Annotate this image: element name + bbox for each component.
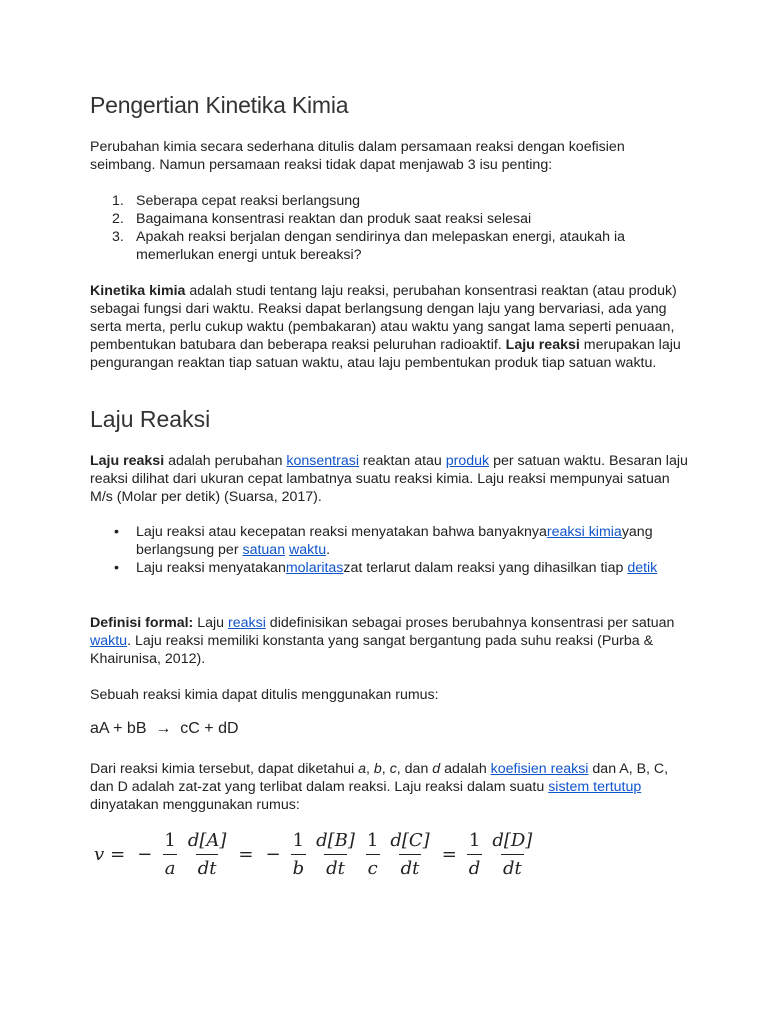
fraction-denominator: a [163, 854, 178, 879]
formula-minus: − [137, 844, 153, 865]
paragraph-text: Laju [193, 615, 228, 631]
coefficient-c: c [389, 761, 397, 777]
section-heading-laju-reaksi: Laju Reaksi [90, 406, 211, 432]
rumus-intro: Sebuah reaksi kimia dapat ditulis menggunakan rumus: [90, 687, 439, 703]
list-marker: 3. [112, 229, 124, 245]
fraction-numerator: d[D] [492, 830, 533, 851]
issues-list [112, 192, 672, 264]
paragraph-text: Dari reaksi kimia tersebut, dapat diketahui [90, 761, 359, 777]
paragraph-text: , [366, 761, 374, 777]
list-marker: 1. [112, 193, 124, 209]
link-molaritas[interactable]: molaritas [285, 560, 344, 576]
term-definisi-formal: Definisi formal: [90, 615, 194, 631]
link-detik[interactable]: detik [627, 560, 658, 576]
list-item-text: Bagaimana konsentrasi reaktan dan produk saat reaksi selesai [136, 211, 532, 227]
laju-paragraph [90, 452, 690, 506]
list-item-text: Laju reaksi menyatakan [136, 560, 286, 576]
link-sistem-tertutup[interactable]: sistem tertutup [548, 779, 642, 795]
list-item-text: Apakah reaksi berjalan dengan sendirinya dan melepaskan energi, ataukah ia memerlukan energi untuk bereaksi? [136, 229, 626, 263]
dari-paragraph [90, 760, 690, 814]
fraction-denominator: dt [324, 854, 347, 879]
fraction-numerator: 1 [366, 830, 379, 851]
fraction-numerator: d[A] [187, 830, 227, 851]
fraction-numerator: 1 [292, 830, 305, 851]
term-laju-reaksi: Laju reaksi [90, 453, 165, 469]
fraction-denominator: d [467, 854, 483, 879]
paragraph-text: per satuan waktu. Besaran laju reaksi dilihat dari ukuran cepat lambatnya suatu reaksi kimia. Laju reaksi mempunyai satuan M/s (Molar per detik) (Suarsa, 2017). [90, 453, 688, 505]
formula-minus: − [265, 844, 281, 865]
paragraph-text: merupakan laju pengurangan reaktan tiap satuan waktu, atau laju pembentukan produk tiap satuan waktu. [90, 337, 681, 371]
paragraph-text: dinyatakan menggunakan rumus: [90, 797, 300, 813]
fraction-denominator: dt [501, 854, 524, 879]
list-item-text: yang berlangsung per [136, 524, 653, 558]
fraction-numerator: 1 [468, 830, 481, 851]
reaction-equation: aA + bB → cC + dD [90, 720, 239, 737]
link-satuan[interactable]: satuan [242, 542, 286, 558]
fraction-numerator: d[B] [316, 830, 355, 851]
term-laju-reaksi: Laju reaksi [505, 337, 580, 353]
link-konsentrasi[interactable]: konsentrasi [286, 453, 359, 469]
list-item [112, 228, 672, 264]
formula-v: v [94, 844, 105, 865]
fraction-1-over-d [467, 830, 483, 879]
paragraph-text: , [381, 761, 390, 777]
formula-equals: = [441, 844, 457, 865]
bullet-marker: • [114, 524, 119, 540]
paragraph-text: dan A, B, C, dan D adalah zat-zat yang terlibat dalam reaksi. Laju reaksi dalam suatu [90, 761, 669, 795]
fraction-dB-dt [314, 830, 357, 879]
coefficient-a: a [358, 761, 367, 777]
fraction-dC-dt [388, 830, 431, 879]
list-item-text: Laju reaksi atau kecepatan reaksi menyatakan bahwa banyaknya [136, 524, 547, 540]
link-waktu[interactable]: waktu [90, 633, 128, 649]
paragraph-text: , dan [396, 761, 433, 777]
list-item [112, 210, 672, 228]
list-item-text: Seberapa cepat reaksi berlangsung [136, 193, 361, 209]
paragraph-text: reaktan atau [358, 453, 446, 469]
fraction-1-over-a [162, 830, 177, 879]
page-title: Pengertian Kinetika Kimia [90, 92, 349, 118]
fraction-denominator: b [291, 854, 307, 879]
fraction-numerator: 1 [164, 830, 176, 851]
rate-formula [94, 830, 538, 879]
fraction-denominator: dt [399, 854, 422, 879]
paragraph-text: adalah studi tentang laju reaksi, perubahan konsentrasi reaktan (atau produk) sebagai fungsi dari waktu. Reaksi dapat berlangsung dengan laju yang bervariasi, ada yang serta merta, perlu cukup waktu (pembakaran) atau waktu yang sangat lama seperti penuaan, pembentukan batubara dan beberapa reaksi peluruhan radioaktif. [90, 283, 677, 353]
coefficient-d: d [432, 761, 441, 777]
fraction-dD-dt [490, 830, 534, 879]
paragraph-text: didefinisikan sebagai proses berubahnya konsentrasi per satuan [265, 615, 675, 631]
link-koefisien-reaksi[interactable]: koefisien reaksi [490, 761, 589, 777]
list-item-text: . [326, 542, 331, 558]
link-produk[interactable]: produk [445, 453, 490, 469]
fraction-denominator: dt [196, 854, 219, 879]
list-item [112, 559, 672, 577]
link-reaksi-kimia[interactable]: reaksi kimia [546, 524, 622, 540]
bullet-list [112, 523, 672, 577]
term-kinetika-kimia: Kinetika kimia [90, 283, 186, 299]
paragraph-text: . Laju reaksi memiliki konstanta yang sangat bergantung pada suhu reaksi (Purba & Khairunisa, 2012). [90, 633, 654, 667]
fraction-1-over-c [365, 830, 380, 879]
paragraph-text: adalah [440, 761, 491, 777]
formula-equals: = [110, 844, 126, 865]
list-item [112, 523, 672, 559]
intro-paragraph: Perubahan kimia secara sederhana ditulis dalam persamaan reaksi dengan koefisien seimbang. Namun persamaan reaksi tidak dapat menjawab 3 isu penting: [90, 139, 625, 173]
definisi-paragraph [90, 614, 690, 668]
formula-equals: = [238, 844, 254, 865]
link-reaksi[interactable]: reaksi [228, 615, 266, 631]
kinetika-paragraph [90, 282, 690, 372]
list-marker: 2. [112, 211, 124, 227]
coefficient-b: b [373, 761, 382, 777]
fraction-1-over-b [291, 830, 307, 879]
list-item-text: zat terlarut dalam reaksi yang dihasilkan tiap [343, 560, 628, 576]
fraction-denominator: c [366, 854, 380, 879]
fraction-dA-dt [186, 830, 229, 879]
list-item [112, 192, 672, 210]
fraction-numerator: d[C] [390, 830, 430, 851]
link-waktu[interactable]: waktu [289, 542, 327, 558]
bullet-marker: • [114, 560, 119, 576]
paragraph-text: adalah perubahan [164, 453, 287, 469]
